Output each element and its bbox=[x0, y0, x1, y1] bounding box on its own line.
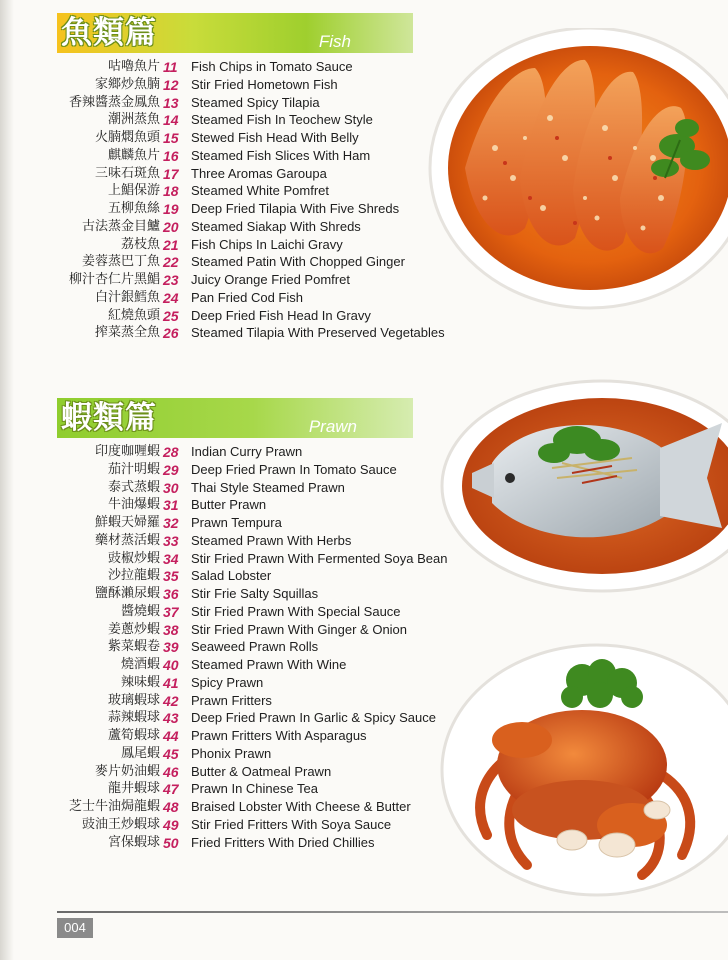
dish-number: 40 bbox=[163, 657, 179, 673]
dish-name-en: Steamed Fish In Teochew Style bbox=[191, 112, 373, 128]
dish-name-cn: 火腩燜魚頭 bbox=[94, 130, 160, 145]
dish-name-en: Stir Fried Prawn With Fermented Soya Bean bbox=[191, 550, 448, 566]
fish-menu-item bbox=[0, 289, 450, 307]
fish-menu-item bbox=[0, 76, 450, 94]
fish-section-header bbox=[57, 13, 413, 53]
dish-name-en: Spicy Prawn bbox=[191, 674, 264, 690]
prawn-menu-item bbox=[0, 692, 450, 710]
prawn-menu-list bbox=[0, 443, 450, 851]
dish-name-en: Deep Fried Prawn In Tomato Sauce bbox=[191, 461, 397, 477]
prawn-title-cn: 蝦類篇 bbox=[61, 400, 157, 436]
dish-name-en: Stir Fried Hometown Fish bbox=[191, 76, 338, 92]
dish-name-en: Stir Fried Prawn With Special Sauce bbox=[191, 603, 401, 619]
dish-name-en: Fried Fritters With Dried Chillies bbox=[191, 834, 375, 850]
dish-name-cn: 泰式蒸蝦 bbox=[107, 479, 160, 495]
dish-name-cn: 柳汁杏仁片黑鯧 bbox=[68, 272, 160, 287]
dish-name-en: Steamed Spicy Tilapia bbox=[191, 94, 320, 110]
dish-number: 38 bbox=[163, 621, 179, 638]
dish-name-cn: 三味石斑魚 bbox=[94, 165, 160, 181]
page-number: 004 bbox=[57, 918, 93, 938]
fish-menu-item bbox=[0, 111, 450, 129]
prawn-menu-item bbox=[0, 816, 450, 834]
dish-number: 11 bbox=[163, 59, 178, 75]
dish-number: 44 bbox=[163, 728, 179, 744]
dish-number: 28 bbox=[163, 444, 179, 460]
prawn-menu-item bbox=[0, 798, 450, 816]
fish-menu-item bbox=[0, 147, 450, 165]
dish-name-en: Thai Style Steamed Prawn bbox=[191, 479, 345, 495]
dish-number: 29 bbox=[163, 461, 179, 478]
dish-name-en: Fish Chips In Laichi Gravy bbox=[191, 236, 343, 252]
dish-name-en: Butter & Oatmeal Prawn bbox=[191, 763, 332, 779]
dish-name-cn: 蒜辣蝦球 bbox=[107, 710, 160, 726]
prawn-menu-item bbox=[0, 514, 450, 532]
dish-name-cn: 上鯧保游 bbox=[107, 183, 160, 199]
prawn-menu-item bbox=[0, 479, 450, 497]
dish-name-en: Steamed Tilapia With Preserved Vegetables bbox=[191, 325, 445, 341]
dish-name-cn: 沙拉龍蝦 bbox=[107, 568, 160, 584]
dish-name-cn: 芝士牛油焗龍蝦 bbox=[68, 799, 160, 814]
prawn-menu-item bbox=[0, 656, 450, 674]
dish-name-en: Three Aromas Garoupa bbox=[191, 165, 327, 181]
dish-number: 34 bbox=[163, 550, 179, 567]
fish-menu-item bbox=[0, 165, 450, 183]
fish-menu-item bbox=[0, 253, 450, 271]
dish-name-en: Indian Curry Prawn bbox=[191, 444, 303, 459]
prawn-menu-item bbox=[0, 496, 450, 514]
dish-name-cn: 鹽酥瀨尿蝦 bbox=[94, 586, 160, 601]
prawn-menu-item bbox=[0, 638, 450, 656]
dish-name-cn: 咕嚕魚片 bbox=[107, 59, 160, 74]
dish-number: 46 bbox=[163, 763, 179, 780]
dish-name-cn: 白汁銀鱈魚 bbox=[94, 289, 160, 305]
dish-name-en: Steamed White Pomfret bbox=[191, 183, 329, 199]
fish-menu-item bbox=[0, 236, 450, 254]
dish-name-en: Stir Fried Fritters With Soya Sauce bbox=[191, 816, 392, 832]
dish-name-cn: 牛油爆蝦 bbox=[107, 497, 160, 513]
dish-number: 18 bbox=[163, 183, 179, 200]
dish-number: 16 bbox=[163, 147, 179, 164]
dish-number: 30 bbox=[163, 479, 179, 496]
dish-name-cn: 豉油王炒蝦球 bbox=[81, 816, 160, 832]
dish-name-cn: 蘆筍蝦球 bbox=[107, 728, 160, 743]
prawn-menu-item bbox=[0, 621, 450, 639]
dish-name-en: Steamed Prawn With Wine bbox=[191, 657, 347, 672]
dish-number: 41 bbox=[163, 674, 179, 691]
dish-name-en: Prawn Fritters With Asparagus bbox=[191, 728, 367, 743]
dish-name-cn: 藥材蒸活蝦 bbox=[94, 532, 160, 548]
dish-name-cn: 姜蔥炒蝦 bbox=[107, 621, 160, 637]
dish-number: 48 bbox=[163, 799, 179, 815]
dish-name-cn: 豉椒炒蝦 bbox=[107, 550, 160, 566]
dish-name-cn: 潮洲蒸魚 bbox=[107, 112, 160, 128]
dish-name-en: Stir Frie Salty Squillas bbox=[191, 586, 319, 601]
dish-name-cn: 醬燒蝦 bbox=[120, 603, 160, 619]
prawn-menu-item bbox=[0, 532, 450, 550]
dish-name-en: Steamed Siakap With Shreds bbox=[191, 218, 361, 234]
dish-name-cn: 鳳尾蝦 bbox=[120, 745, 160, 761]
dish-name-en: Juicy Orange Fried Pomfret bbox=[191, 272, 350, 287]
dish-number: 22 bbox=[163, 254, 179, 271]
fish-title-en: Fish bbox=[318, 32, 351, 51]
dish-name-en: Prawn Tempura bbox=[191, 515, 282, 530]
prawn-menu-item bbox=[0, 585, 450, 603]
prawn-menu-item bbox=[0, 709, 450, 727]
dish-number: 14 bbox=[163, 112, 179, 129]
fish-menu-item bbox=[0, 182, 450, 200]
fish-menu-item bbox=[0, 58, 450, 76]
dish-number: 35 bbox=[163, 568, 179, 585]
fish-menu-item bbox=[0, 200, 450, 218]
dish-name-en: Butter Prawn bbox=[191, 497, 267, 513]
dish-number: 12 bbox=[163, 76, 179, 93]
dish-name-en: Steamed Prawn With Herbs bbox=[191, 532, 352, 548]
dish-number: 20 bbox=[163, 218, 179, 235]
dish-name-en: Seaweed Prawn Rolls bbox=[191, 639, 319, 655]
dish-name-cn: 燒酒蝦 bbox=[120, 657, 160, 672]
fish-title-cn: 魚類篇 bbox=[61, 15, 157, 51]
dish-name-en: Phonix Prawn bbox=[191, 745, 272, 761]
dish-number: 15 bbox=[163, 130, 179, 146]
prawn-menu-item bbox=[0, 567, 450, 585]
footer-divider bbox=[57, 911, 728, 913]
dish-number: 17 bbox=[163, 165, 179, 182]
dish-number: 45 bbox=[163, 745, 179, 762]
dish-name-cn: 玻璃蝦球 bbox=[107, 692, 160, 708]
dish-name-en: Fish Chips in Tomato Sauce bbox=[191, 59, 353, 74]
dish-number: 47 bbox=[163, 781, 179, 798]
pomfret-dish-photo bbox=[432, 378, 728, 593]
dish-name-cn: 姜蓉蒸巴丁魚 bbox=[81, 254, 160, 270]
dish-name-en: Stir Fried Prawn With Ginger & Onion bbox=[191, 621, 408, 637]
dish-name-en: Steamed Fish Slices With Ham bbox=[191, 147, 371, 163]
dish-name-cn: 辣味蝦 bbox=[120, 674, 160, 690]
dish-number: 50 bbox=[163, 834, 179, 851]
dish-name-cn: 龍井蝦球 bbox=[107, 781, 160, 797]
fish-menu-item bbox=[0, 94, 450, 112]
dish-number: 36 bbox=[163, 586, 179, 602]
dish-name-cn: 香辣醬蒸金鳳魚 bbox=[68, 94, 160, 110]
dish-number: 23 bbox=[163, 272, 179, 288]
fish-menu-item bbox=[0, 271, 450, 289]
prawn-menu-item bbox=[0, 763, 450, 781]
dish-number: 33 bbox=[163, 532, 179, 549]
fish-menu-item bbox=[0, 307, 450, 325]
dish-number: 43 bbox=[163, 710, 179, 727]
prawn-menu-item bbox=[0, 745, 450, 763]
dish-name-en: Pan Fried Cod Fish bbox=[191, 289, 303, 305]
dish-number: 21 bbox=[163, 236, 179, 253]
dish-number: 31 bbox=[163, 497, 179, 514]
crab-dish-photo bbox=[432, 635, 728, 900]
fish-menu-item bbox=[0, 218, 450, 236]
dish-name-en: Prawn Fritters bbox=[191, 692, 272, 708]
prawn-title-en: Prawn bbox=[308, 417, 357, 436]
dish-name-cn: 家鄉炒魚腩 bbox=[94, 76, 160, 92]
dish-name-en: Deep Fried Tilapia With Five Shreds bbox=[191, 201, 400, 216]
dish-name-en: Deep Fried Prawn In Garlic & Spicy Sauce bbox=[191, 710, 436, 726]
dish-name-cn: 印度咖喱蝦 bbox=[94, 444, 160, 459]
dish-name-cn: 鮮蝦天婦羅 bbox=[94, 515, 160, 530]
dish-name-en: Prawn In Chinese Tea bbox=[191, 781, 318, 797]
dish-number: 42 bbox=[163, 692, 179, 709]
dish-number: 32 bbox=[163, 515, 179, 531]
fish-menu-item bbox=[0, 129, 450, 147]
dish-name-cn: 麒麟魚片 bbox=[107, 147, 160, 163]
prawn-menu-item bbox=[0, 461, 450, 479]
dish-name-en: Salad Lobster bbox=[191, 568, 272, 584]
dish-name-en: Steamed Patin With Chopped Ginger bbox=[191, 254, 405, 270]
dish-number: 13 bbox=[163, 94, 179, 111]
dish-name-cn: 紅燒魚頭 bbox=[107, 307, 160, 323]
dish-number: 24 bbox=[163, 289, 179, 306]
dish-name-cn: 麥片奶油蝦 bbox=[94, 763, 160, 779]
dish-name-cn: 紫菜蝦卷 bbox=[107, 639, 160, 655]
dish-name-cn: 五柳魚絲 bbox=[107, 201, 160, 216]
dish-name-en: Deep Fried Fish Head In Gravy bbox=[191, 307, 371, 323]
dish-number: 37 bbox=[163, 603, 179, 620]
prawn-menu-item bbox=[0, 780, 450, 798]
fish-menu-item bbox=[0, 324, 450, 342]
dish-name-en: Braised Lobster With Cheese & Butter bbox=[191, 799, 411, 814]
prawn-menu-item bbox=[0, 443, 450, 461]
dish-name-cn: 古法蒸金目鱸 bbox=[81, 218, 160, 234]
dish-name-cn: 搾菜蒸全魚 bbox=[94, 325, 160, 341]
prawn-menu-item bbox=[0, 603, 450, 621]
prawn-menu-item bbox=[0, 674, 450, 692]
dish-number: 49 bbox=[163, 816, 179, 833]
dish-number: 26 bbox=[163, 325, 179, 342]
prawn-menu-item bbox=[0, 727, 450, 745]
prawn-section-header bbox=[57, 398, 413, 438]
dish-name-cn: 荔枝魚 bbox=[120, 236, 160, 252]
dish-number: 39 bbox=[163, 639, 179, 656]
dish-name-en: Stewed Fish Head With Belly bbox=[191, 130, 359, 145]
dish-number: 25 bbox=[163, 307, 179, 324]
prawn-menu-item bbox=[0, 834, 450, 852]
fish-menu-list bbox=[0, 58, 450, 342]
prawn-menu-item bbox=[0, 550, 450, 568]
dish-name-cn: 宮保蝦球 bbox=[107, 834, 160, 850]
dish-name-cn: 茄汁明蝦 bbox=[107, 461, 160, 477]
dish-number: 19 bbox=[163, 201, 179, 217]
prawn-dish-photo bbox=[425, 28, 728, 310]
